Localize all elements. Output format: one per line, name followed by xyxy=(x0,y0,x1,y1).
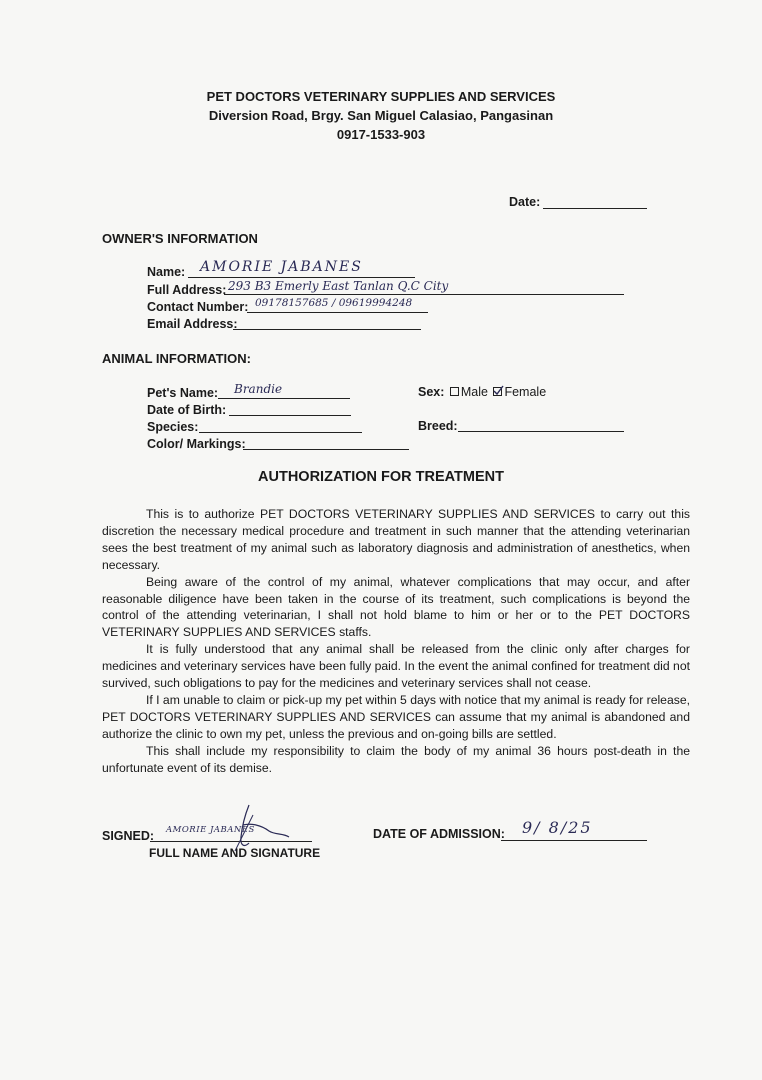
authorization-paragraph: This is to authorize PET DOCTORS VETERINARY SUPPLIES AND SERVICES to carry out this discretion the necessary medical procedure and treatment in such manner that the attending veterinarian sees the best treatment of my animal such as laboratory diagnosis and administration of anesthetics, when necessary. xyxy=(102,507,690,572)
contact-number-label: Contact Number: xyxy=(147,300,249,314)
authorization-paragraph: It is fully understood that any animal shall be released from the clinic only after charges for medicines and veterinary services have been fully paid. In the event the animal confined for treatment did not survived, such obligations to pay for the medicines and veterinary services shall not cease. xyxy=(102,642,690,691)
breed-label: Breed: xyxy=(418,419,458,433)
date-field-line[interactable] xyxy=(543,208,647,209)
full-address-line xyxy=(224,294,624,295)
business-phone: 0917-1533-903 xyxy=(336,127,426,142)
signed-label: SIGNED: xyxy=(102,829,155,843)
signed-name-value[interactable]: AMORIE JABANES xyxy=(166,825,255,835)
full-address-value[interactable]: 293 B3 Emerly East Tanlan Q.C City xyxy=(228,279,449,293)
contact-number-line xyxy=(247,312,428,313)
date-label: Date: xyxy=(509,195,541,209)
sex-label: Sex: xyxy=(418,385,445,399)
authorization-body xyxy=(102,506,690,777)
pet-name-line xyxy=(218,398,350,399)
dob-label: Date of Birth: xyxy=(147,403,227,417)
pet-name-value[interactable]: Brandie xyxy=(234,382,283,396)
owner-section-title: OWNER'S INFORMATION xyxy=(102,231,258,246)
authorization-title: AUTHORIZATION FOR TREATMENT xyxy=(258,469,504,485)
breed-field-line[interactable] xyxy=(458,431,624,432)
owner-name-label: Name: xyxy=(147,265,186,279)
authorization-paragraph: If I am unable to claim or pick-up my pet within 5 days with notice that my animal is ready for release, PET DOCTORS VETERINARY SUPPLIES AND SERVICES can assume that my animal is abandoned and authorize the clinic to own my pet, unless the previous and on-going bills are settled. xyxy=(102,692,690,741)
dob-field-line[interactable] xyxy=(229,415,351,416)
species-label: Species: xyxy=(147,420,199,434)
full-address-label: Full Address: xyxy=(147,283,227,297)
color-markings-label: Color/ Markings: xyxy=(147,437,246,451)
email-label: Email Address: xyxy=(147,317,238,331)
checkmark-icon xyxy=(493,385,504,396)
contact-number-value[interactable]: 09178157685 / 09619994248 xyxy=(255,297,413,309)
female-checkbox[interactable] xyxy=(493,387,502,396)
business-name: PET DOCTORS VETERINARY SUPPLIES AND SERVICES xyxy=(206,89,556,104)
animal-section-title: ANIMAL INFORMATION: xyxy=(102,351,251,366)
business-address: Diversion Road, Brgy. San Miguel Calasiao, Pangasinan xyxy=(208,108,554,123)
color-markings-field-line[interactable] xyxy=(243,449,409,450)
full-name-signature-label: FULL NAME AND SIGNATURE xyxy=(149,846,321,860)
authorization-paragraph: Being aware of the control of my animal, whatever complications that may occur, and after reasonable diligence have been taken in the course of its treatment, such complications is beyond the control of the attending veterinarian, I shall not hold blame to him or her or to the PET DOCTORS VETERINARY SUPPLIES AND SERVICES staffs. xyxy=(102,574,690,640)
authorization-paragraph: This shall include my responsibility to claim the body of my animal 36 hours post-death in the unfortunate event of its demise. xyxy=(102,743,690,775)
pet-name-label: Pet's Name: xyxy=(147,386,219,400)
owner-name-line xyxy=(188,277,415,278)
admission-date-line xyxy=(501,840,647,841)
admission-date-label: DATE OF ADMISSION: xyxy=(373,827,505,841)
email-field-line[interactable] xyxy=(233,329,421,330)
male-option-label: Male xyxy=(460,385,488,399)
species-field-line[interactable] xyxy=(199,432,362,433)
admission-date-value[interactable]: 9/ 8/25 xyxy=(522,818,593,837)
owner-name-value[interactable]: AMORIE JABANES xyxy=(200,259,363,275)
female-option-label: Female xyxy=(504,385,547,399)
male-checkbox[interactable] xyxy=(450,387,459,396)
sex-field xyxy=(418,385,546,399)
